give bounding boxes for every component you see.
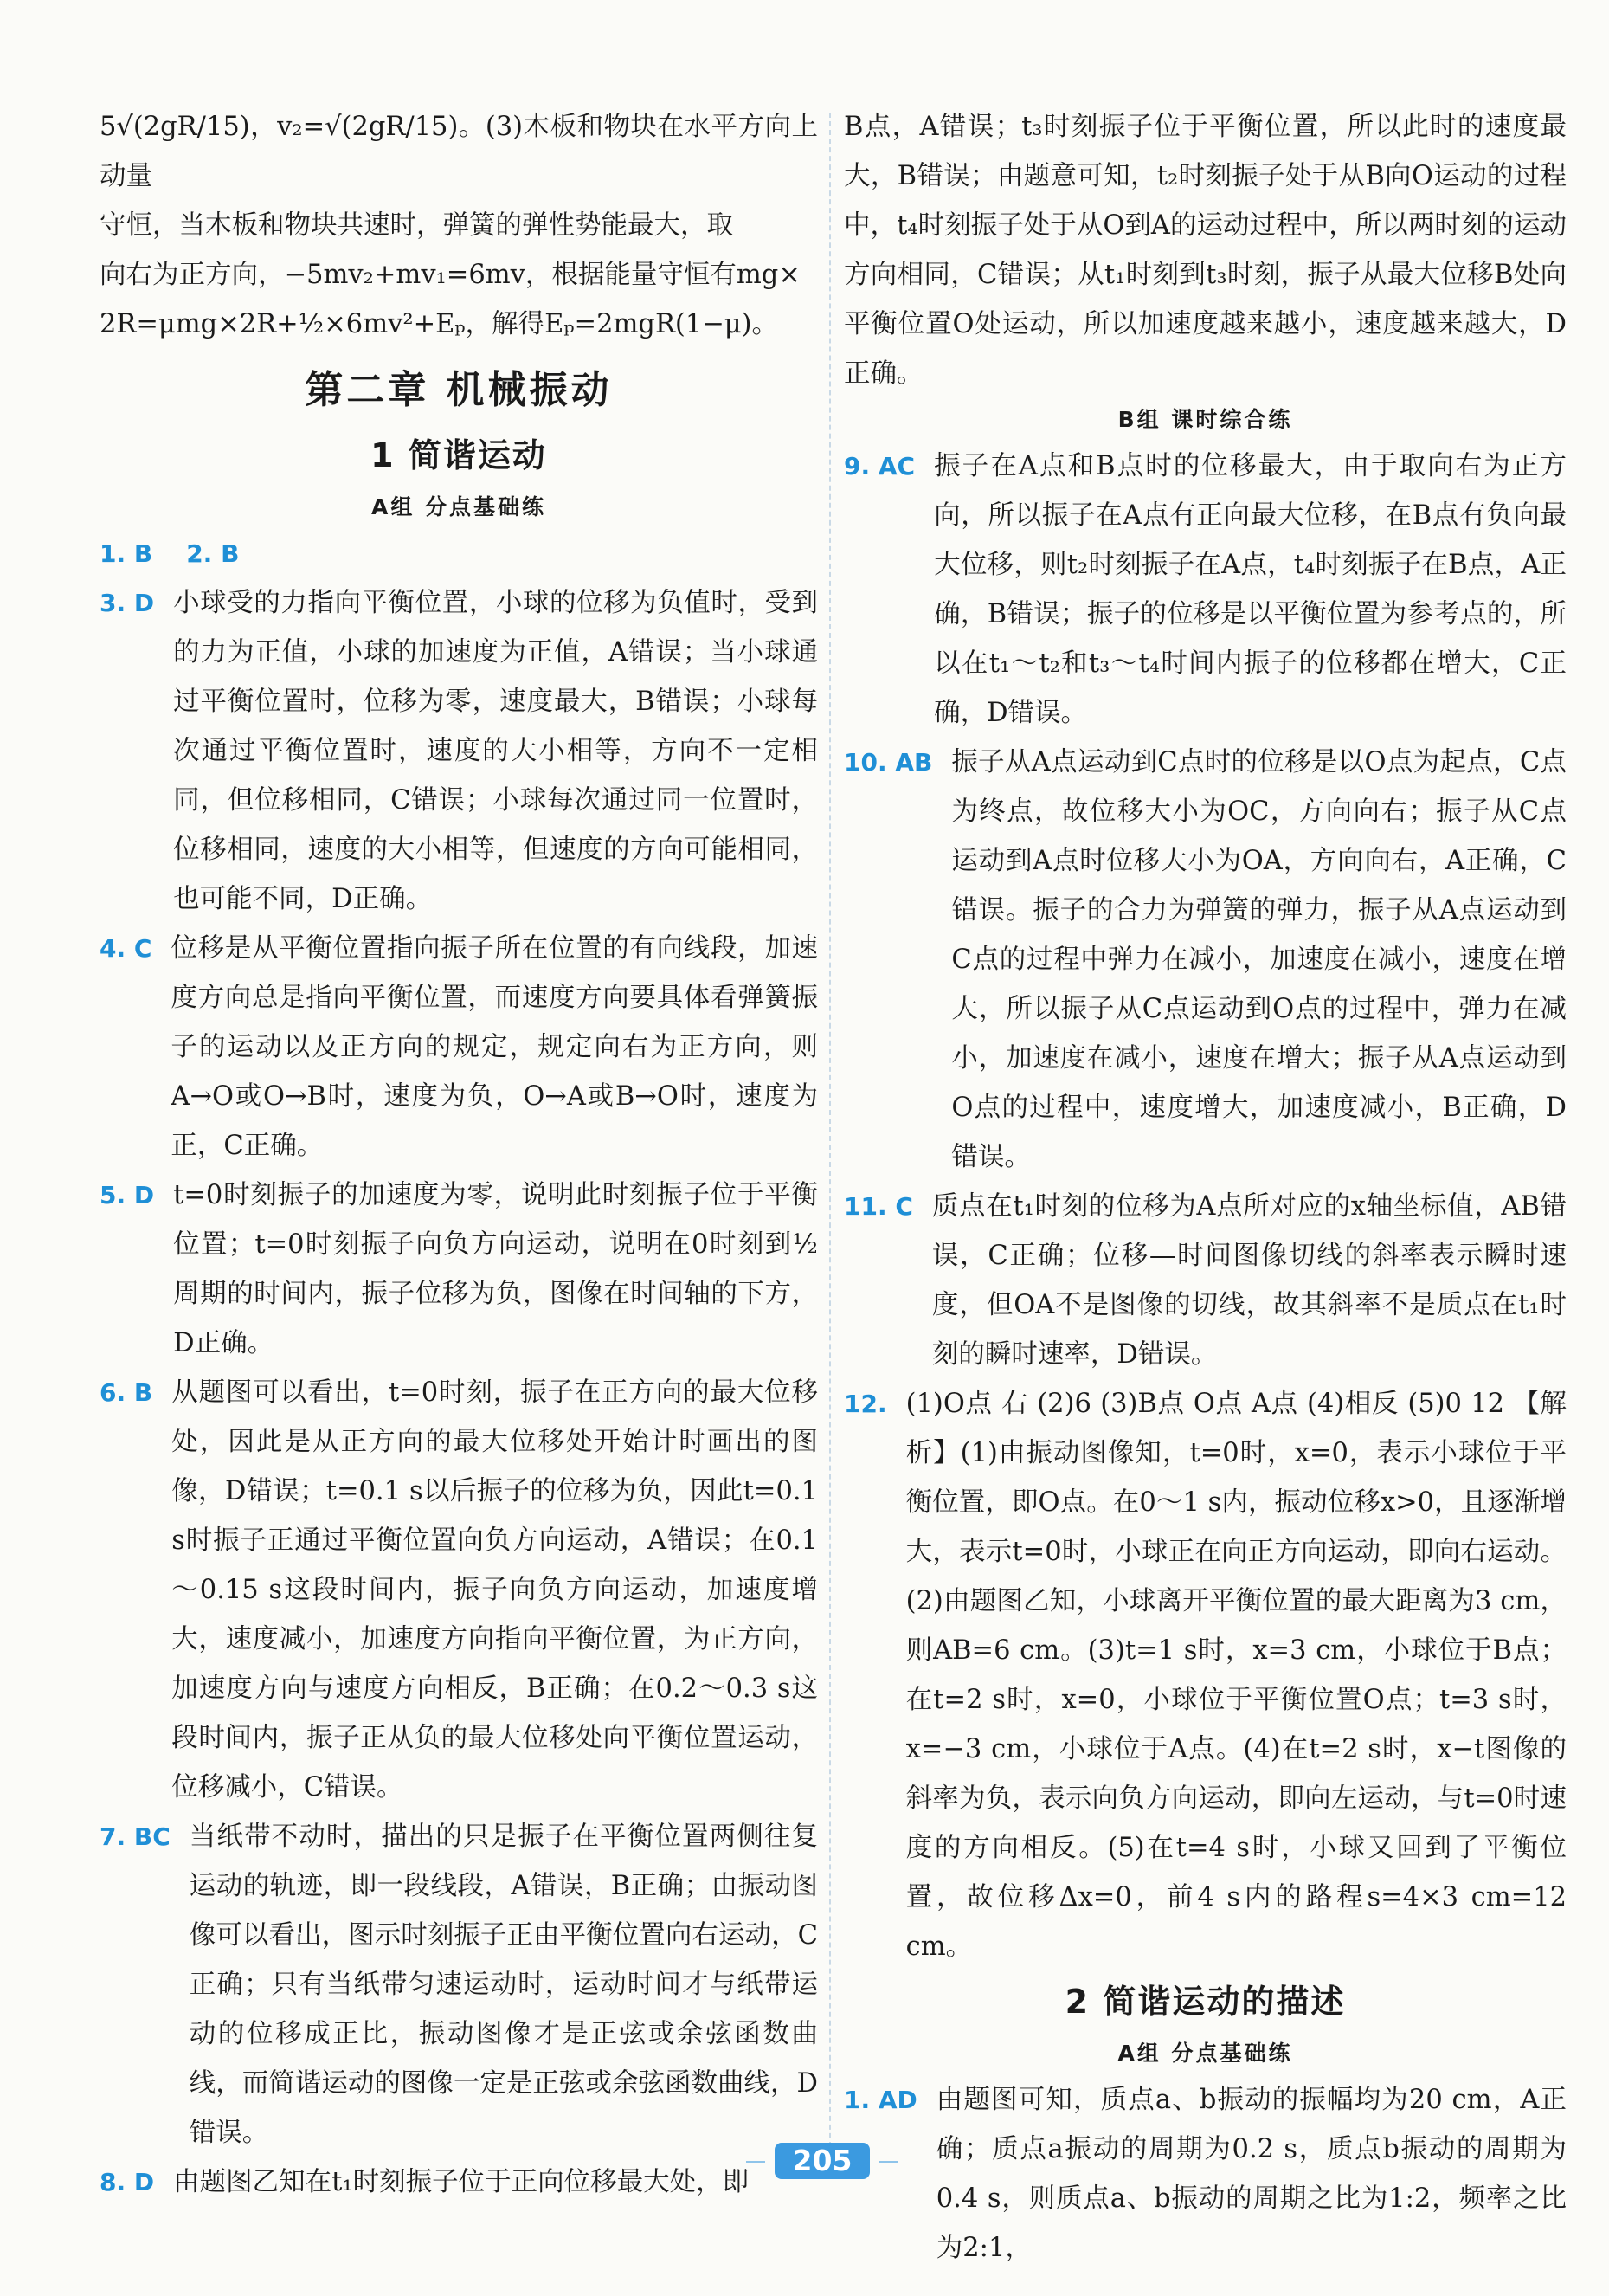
answer-item [100, 1812, 818, 2157]
answer-explanation: 当纸带不动时，描出的只是振子在平衡位置两侧往复运动的轨迹，即一段线段，A错误，B正确；由振动图像可以看出，图示时刻振子正由平衡位置向右运动，C正确；只有当纸带匀速运动时，运动时间才与纸带运动的位移成正比，振动图像才是正弦或余弦函数曲线，而简谐运动的图像一定是正弦或余弦函数曲线，D错误。 [189, 1822, 818, 2148]
section-title: 1 简谐运动 [370, 436, 547, 474]
answer-item [100, 2157, 818, 2207]
answer-number: 1. B 2. B [100, 539, 240, 568]
answer-item [100, 529, 818, 578]
answer-item [844, 1379, 1567, 1971]
answer-explanation: 从题图可以看出，t=0时刻，振子在正方向的最大位移处，因此是从正方向的最大位移处开始计时画出的图像，D错误；t=0.1 s以后振子的位移为负，因此t=0.1 s时振子正通过平衡位置向负方向运动，A错误；在0.1～0.15 s这段时间内，振子向负方向运动，加速度增大，速度减小，加速度方向指向平衡位置，为正方向，加速度方向与速度方向相反，B正确；在0.2～0.3 s这段时间内，振子正从负的最大位移处向平衡位置运动，位移减小，C错误。 [171, 1377, 818, 1803]
answer-item [844, 2075, 1567, 2273]
answer-explanation: 振子在A点和B点时的位移最大，由于取向右为正方向，所以振子在A点有正向最大位移，在B点有负向最大位移，则t₂时刻振子在A点，t₄时刻振子在B点，A正确，B错误；振子的位移是以平衡位置为参考点的，所以在t₁～t₂和t₃～t₄时间内振子的位移都在增大，C正确，D错误。 [934, 451, 1567, 728]
answer-number: 5. D [100, 1181, 155, 1209]
section-title: 2 简谐运动的描述 [1065, 1983, 1346, 2021]
answer-number: 12. [844, 1390, 887, 1418]
answer-item [844, 1182, 1567, 1379]
answer-explanation: 振子从A点运动到C点时的位移是以O点为起点，C点为终点，故位移大小为OC，方向向右；振子从C点运动到A点时位移大小为OA，方向向右，A正确，C错误。振子的合力为弹簧的弹力，振子从A点运动到C点的过程中弹力在减小，加速度在减小，速度在增大，所以振子从C点运动到O点的过程中，弹力在减小，加速度在减小，速度在增大；振子从A点运动到O点的过程中，速度增大，加速度减小，B正确，D错误。 [951, 747, 1567, 1172]
answer-item [844, 738, 1567, 1182]
answer-number: 6. B [100, 1378, 153, 1407]
group-heading: A组 分点基础练 [370, 494, 547, 519]
answer-explanation: 由题图可知，质点a、b振动的振幅均为20 cm，A正确；质点a振动的周期为0.2 s，质点b振动的周期为0.4 s，则质点a、b振动的周期之比为1:2，频率之比为2:1， [936, 2085, 1567, 2263]
previous-answer-continuation [100, 102, 818, 349]
answer-explanation: 质点在t₁时刻的位移为A点所对应的x轴坐标值，AB错误，C正确；位移—时间图像切线的斜率表示瞬时速度，但OA不是图像的切线，故其斜率不是质点在t₁时刻的瞬时速率，D错误。 [931, 1191, 1567, 1370]
answer-item [100, 924, 818, 1171]
right-column [844, 102, 1567, 2273]
page-number-decoration [746, 2161, 765, 2163]
group-heading: B组 课时综合练 [1117, 407, 1293, 432]
left-column [100, 102, 818, 2207]
chapter-title: 第二章 机械振动 [305, 368, 613, 412]
intro-line: 5√(2gR/15)，v₂=√(2gR/15)。(3)木板和物块在水平方向上动量 [100, 112, 818, 191]
answer-explanation: 由题图乙知在t₁时刻振子位于正向位移最大处，即 [173, 2167, 750, 2197]
intro-line: 2R=μmg×2R+½×6mv²+Eₚ，解得Eₚ=2mgR(1−μ)。 [100, 309, 779, 339]
answer-number: 1. AD [844, 2086, 917, 2114]
answer-item [100, 578, 818, 924]
column-divider [829, 113, 831, 2173]
answer-number: 9. AC [844, 452, 916, 480]
answer-number: 3. D [100, 589, 155, 617]
answer-explanation: (1)O点 右 (2)6 (3)B点 O点 A点 (4)相反 (5)0 12 【解析】(1)由振动图像知，t=0时，x=0，表示小球位于平衡位置，即O点。在0～1 s内，振动位移x>0，且逐渐增大，表示t=0时，小球正在向正方向运动，即向右运动。(2)由题图乙知，小球离开平衡位置的最大距离为3 cm，则AB=6 cm。(3)t=1 s时，x=3 cm，小球位于B点；在t=2 s时，x=0，小球位于平衡位置O点；t=3 s时，x=−3 cm，小球位于A点。(4)在t=2 s时，x−t图像的斜率为负，表示向负方向运动，即向左运动，与t=0时速度的方向相反。(5)在t=4 s时，小球又回到了平衡位置，故位移Δx=0，前4 s内的路程s=4×3 cm=12 cm。 [905, 1389, 1567, 1962]
page-number-decoration [879, 2161, 898, 2163]
answer-number: 10. AB [844, 748, 933, 777]
answer-number: 8. D [100, 2168, 155, 2196]
answer-item [844, 442, 1567, 738]
answer-number: 4. C [100, 934, 152, 963]
group-heading: A组 分点基础练 [1117, 2041, 1293, 2066]
intro-line: 守恒，当木板和物块共速时，弹簧的弹性势能最大，取 [100, 210, 733, 241]
answer-number: 7. BC [100, 1822, 171, 1851]
answer-explanation: 位移是从平衡位置指向振子所在位置的有向线段，加速度方向总是指向平衡位置，而速度方向要具体看弹簧振子的运动以及正方向的规定，规定向右为正方向，则A→O或O→B时，速度为负，O→A或B→O时，速度为正，C正确。 [171, 933, 818, 1161]
answer-continuation: B点，A错误；t₃时刻振子位于平衡位置，所以此时的速度最大，B错误；由题意可知，t₂时刻振子处于从B向O运动的过程中，t₄时刻振子处于从O到A的运动过程中，所以两时刻的运动方向相同，C错误；从t₁时刻到t₃时刻，振子从最大位移B处向平衡位置O处运动，所以加速度越来越小，速度越来越大，D正确。 [844, 112, 1567, 389]
answer-item [100, 1171, 818, 1368]
page-number: 205 [775, 2143, 870, 2179]
answer-explanation: t=0时刻振子的加速度为零，说明此时刻振子位于平衡位置；t=0时刻振子向负方向运动，说明在0时刻到½周期的时间内，振子位移为负，图像在时间轴的下方，D正确。 [173, 1180, 818, 1358]
answer-number: 11. C [844, 1192, 913, 1221]
answer-explanation: 小球受的力指向平衡位置，小球的位移为负值时，受到的力为正值，小球的加速度为正值，A错误；当小球通过平衡位置时，位移为零，速度最大，B错误；小球每次通过平衡位置时，速度的大小相等，方向不一定相同，但位移相同，C错误；小球每次通过同一位置时，位移相同，速度的大小相等，但速度的方向可能相同，也可能不同，D正确。 [173, 588, 818, 914]
intro-line: 向右为正方向，−5mv₂+mv₁=6mv，根据能量守恒有mg× [100, 260, 801, 290]
answer-item [100, 1368, 818, 1812]
